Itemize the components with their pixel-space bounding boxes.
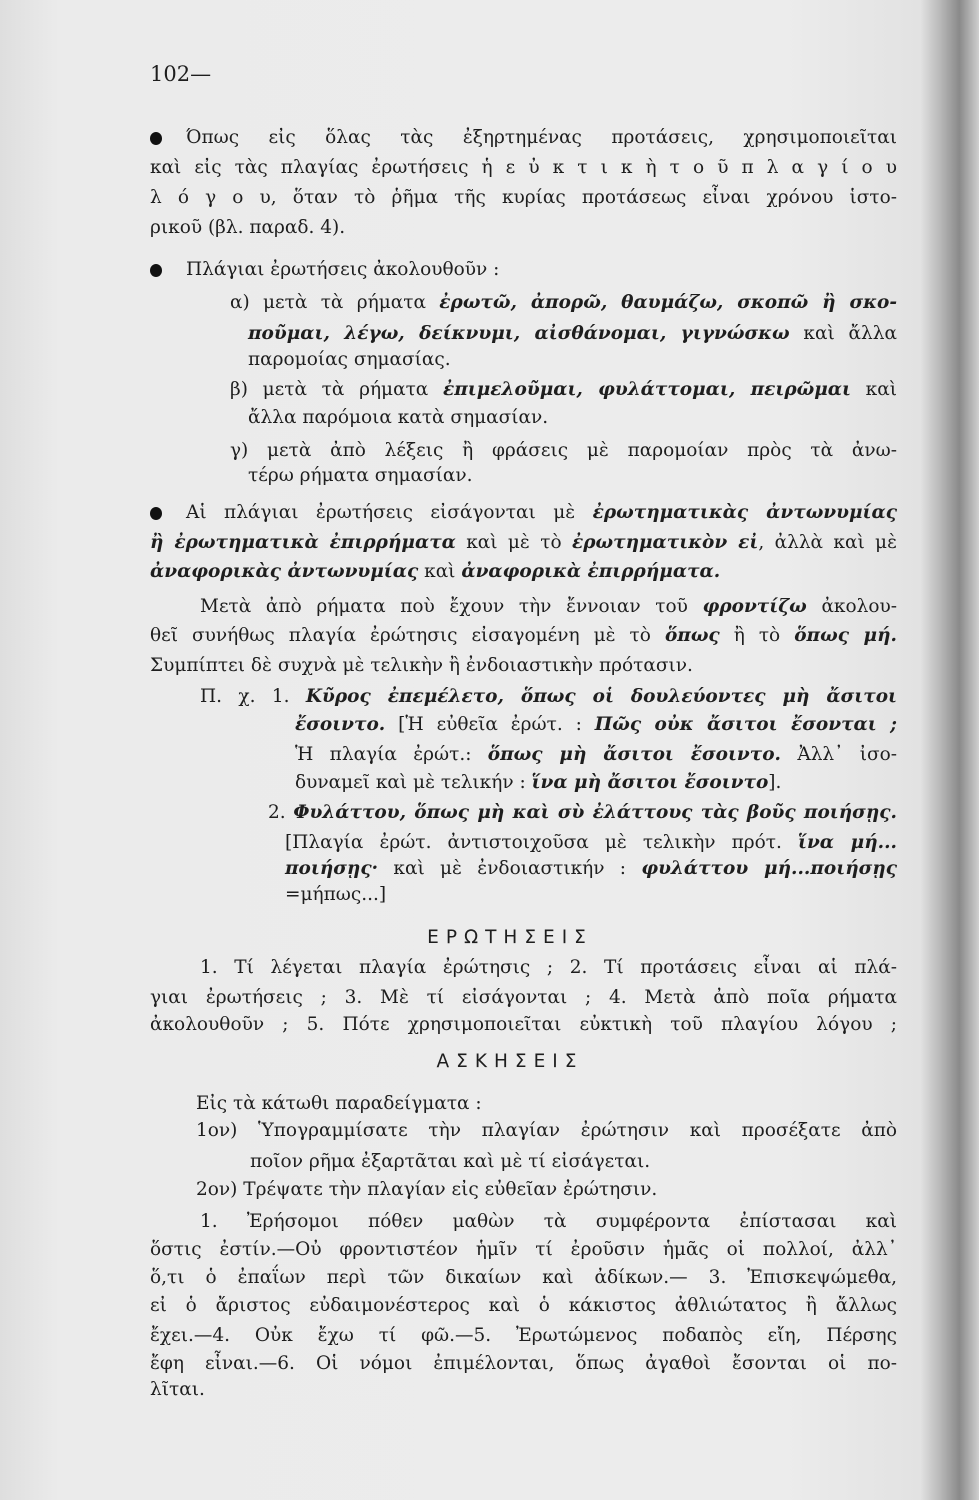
text-segment: ἔχει.—4. Οὐκ ἔχω τί φῶ.—5. Ἐρωτώμενος ποδαπὸς εἴη, Πέρσης — [150, 1325, 897, 1346]
text-line — [200, 685, 897, 709]
emphasized-text: φροντίζω — [702, 596, 807, 617]
text-line — [150, 560, 897, 584]
text-line — [150, 126, 897, 150]
text-segment: γ) μετὰ ἀπὸ λέξεις ἢ φράσεις μὲ παρομοίαν πρὸς τὰ ἀνω- — [230, 440, 897, 461]
emphasized-text: ὅπως μή. — [794, 625, 897, 646]
text-segment: ὅ,τι ὁ ἐπαΐων περὶ τῶν δικαίων καὶ ἀδίκων.— 3. Ἐπισκεψώμεθα, — [150, 1267, 897, 1288]
bullet-icon — [150, 132, 162, 145]
text-line — [196, 1178, 897, 1202]
text-segment: ἄλλα παρόμοια κατὰ σημασίαν. — [248, 407, 549, 428]
text-segment: καὶ μὲ ἐνδοιαστικήν : — [378, 858, 642, 879]
text-segment: καὶ — [418, 561, 462, 582]
text-line — [200, 956, 897, 980]
text-segment: Μετὰ ἀπὸ ρήματα ποὺ ἔχουν τὴν ἔννοιαν τοῦ — [200, 596, 703, 617]
text-segment: Π. χ. 1. — [200, 686, 306, 707]
text-line — [248, 464, 897, 488]
text-line — [150, 1352, 897, 1376]
text-line — [150, 986, 897, 1010]
section-heading — [150, 926, 870, 950]
text-segment: λῖται. — [150, 1379, 205, 1400]
text-line — [150, 531, 897, 555]
text-segment: ]. — [768, 772, 782, 793]
text-segment: 2ον) Τρέψατε τὴν πλαγίαν εἰς εὐθεῖαν ἐρώτησιν. — [196, 1179, 658, 1200]
emphasized-text: ποιήσῃς· — [285, 858, 379, 879]
text-segment: ἀκολουθοῦν ; 5. Πότε χρησιμοποιεῖται εὐκτικὴ τοῦ πλαγίου λόγου ; — [150, 1014, 897, 1035]
text-line — [150, 1378, 897, 1402]
emphasized-text: Φυλάττου, ὅπως μὴ καὶ σὺ ἐλάττους τὰς βοῦς ποιήσῃς. — [293, 802, 897, 823]
text-segment: ΑΣΚΗΣΕΙΣ — [436, 1051, 584, 1072]
text-line — [200, 595, 897, 619]
emphasized-text: ἀναφορικὰ ἐπιρρήματα. — [461, 561, 721, 582]
text-line — [295, 743, 897, 767]
text-segment: Πλάγιαι ἐρωτήσεις ἀκολουθοῦν : — [186, 259, 500, 280]
text-line — [150, 258, 897, 282]
text-segment: ποῖον ρῆμα ἐξαρτᾶται καὶ μὲ τί εἰσάγεται. — [250, 1151, 651, 1172]
text-line — [196, 1092, 897, 1116]
emphasized-text: ἢ ἐρωτηματικὰ ἐπιρρήματα — [150, 532, 456, 553]
text-segment: λ ό γ ο υ, ὅταν τὸ ῥῆμα τῆς κυρίας προτάσεως εἶναι χρόνου ἱστο- — [150, 187, 897, 208]
text-line — [150, 501, 897, 525]
text-segment: παρομοίας σημασίας. — [248, 349, 451, 370]
emphasized-text: ἵνα μὴ ἄσιτοι ἔσοιντο — [531, 772, 769, 793]
text-segment: 1ον) Ὑπογραμμίσατε τὴν πλαγίαν ἐρώτησιν καὶ προσέξατε ἀπὸ — [196, 1120, 897, 1141]
emphasized-text: ἵνα μή... — [798, 832, 897, 853]
text-segment: Αἱ πλάγιαι ἐρωτήσεις εἰσάγονται μὲ — [186, 502, 593, 523]
text-line — [230, 439, 897, 463]
emphasized-text: ἐπιμελοῦμαι, φυλάττομαι, πειρῶμαι — [443, 379, 851, 400]
text-line — [295, 713, 897, 737]
text-line — [200, 1210, 897, 1234]
text-line — [150, 1013, 897, 1037]
bullet-icon — [150, 507, 162, 520]
text-segment: καὶ — [850, 379, 897, 400]
emphasized-text: Πῶς οὐκ ἄσιτοι ἔσονται ; — [594, 714, 897, 735]
text-segment: ἢ τὸ — [719, 625, 795, 646]
text-segment: Συμπίπτει δὲ συχνὰ μὲ τελικὴν ἢ ἐνδοιαστικὴν πρότασιν. — [150, 655, 693, 676]
text-line — [150, 1294, 897, 1318]
emphasized-text: ὅπως — [664, 625, 720, 646]
emphasized-text: φυλάττου μή...ποιήσῃς — [641, 858, 898, 879]
bullet-icon — [150, 264, 162, 277]
emphasized-text: ἐρωτῶ, ἀπορῶ, θαυμάζω, σκοπῶ ἢ σκο- — [439, 292, 897, 313]
text-line — [150, 624, 897, 648]
text-segment: α) μετὰ τὰ ρήματα — [230, 292, 440, 313]
text-segment: θεῖ συνήθως πλαγία ἐρώτησις εἰσαγομένη μὲ τὸ — [150, 625, 665, 646]
text-segment: Ἡ πλαγία ἐρώτ.: — [295, 744, 488, 765]
text-line — [295, 771, 897, 795]
text-segment: [Πλαγία ἐρώτ. ἀντιστοιχοῦσα μὲ τελικὴν πρότ. — [285, 832, 799, 853]
text-line — [150, 156, 897, 180]
text-segment: [Ἡ εὐθεῖα ἐρώτ. : — [385, 714, 595, 735]
page-number: 102— — [150, 62, 212, 86]
text-segment: τέρω ρήματα σημασίαν. — [248, 465, 473, 486]
text-segment: εἰ ὁ ἄριστος εὐδαιμονέστερος καὶ ὁ κάκιστος ἀθλιώτατος ἢ ἄλλως — [150, 1295, 897, 1316]
text-line — [285, 883, 897, 907]
text-segment: Εἰς τὰ κάτωθι παραδείγματα : — [196, 1093, 482, 1114]
text-segment: ἀκολου- — [806, 596, 897, 617]
text-line — [248, 322, 897, 346]
text-segment: β) μετὰ τὰ ρήματα — [230, 379, 444, 400]
text-segment: =μήπως...] — [285, 884, 387, 905]
text-segment: Όπως εἰς ὅλας τὰς ἐξηρτημένας προτάσεις, χρησιμοποιεῖται — [186, 127, 897, 148]
section-heading — [150, 1050, 870, 1074]
text-line — [150, 186, 897, 210]
text-line — [150, 1238, 897, 1262]
emphasized-text: Κῦρος ἐπεμέλετο, ὅπως οἱ δουλεύοντες μὴ ἄσιτοι — [305, 686, 897, 707]
text-segment: 2. — [268, 802, 294, 823]
text-line — [268, 801, 897, 825]
emphasized-text: ἀναφορικὰς ἀντωνυμίας — [150, 561, 419, 582]
emphasized-text: ὅπως μὴ ἄσιτοι ἔσοιντο. — [487, 744, 781, 765]
text-segment: γιαι ἐρωτήσεις ; 3. Μὲ τί εἰσάγονται ; 4. Μετὰ ἀπὸ ποῖα ρήματα — [150, 987, 897, 1008]
text-line — [150, 1324, 897, 1348]
emphasized-text: ποῦμαι, λέγω, δείκνυμι, αἰσθάνομαι, γιγνώσκω — [248, 323, 790, 344]
text-segment: καὶ ἄλλα — [789, 323, 897, 344]
text-segment: ΕΡΩΤΗΣΕΙΣ — [427, 927, 593, 948]
text-line — [248, 348, 897, 372]
emphasized-text: ἐρωτηματικὸν εἰ — [571, 532, 759, 553]
text-segment: ἔφη εἶναι.—6. Οἱ νόμοι ἐπιμέλονται, ὅπως ἀγαθοὶ ἔσονται οἱ πο- — [150, 1353, 897, 1374]
text-line — [248, 406, 897, 430]
text-line — [150, 654, 897, 678]
text-line — [285, 857, 897, 881]
emphasized-text: ἔσοιντο. — [295, 714, 386, 735]
text-line — [285, 831, 897, 855]
text-line — [196, 1119, 897, 1143]
text-segment: Ἀλλ᾽ ἰσο- — [781, 744, 897, 765]
text-segment: ὅστις ἐστίν.—Οὐ φροντιστέον ἡμῖν τί ἐροῦσιν ἡμᾶς οἱ πολλοί, ἀλλ᾽ — [150, 1239, 897, 1260]
text-segment: δυναμεῖ καὶ μὲ τελικήν : — [295, 772, 532, 793]
text-line — [250, 1150, 897, 1174]
text-line — [230, 378, 897, 402]
text-segment: 1. Ἐρήσομοι πόθεν μαθὼν τὰ συμφέροντα ἐπίστασαι καὶ — [200, 1211, 897, 1232]
text-segment: καὶ εἰς τὰς πλαγίας ἐρωτήσεις ἡ ε ὐ κ τ ι κ ὴ τ ο ῦ π λ α γ ί ο υ — [150, 157, 897, 178]
text-segment: 1. Τί λέγεται πλαγία ἐρώτησις ; 2. Τί προτάσεις εἶναι αἱ πλά- — [200, 957, 897, 978]
text-segment: καὶ μὲ τὸ — [455, 532, 572, 553]
emphasized-text: ἐρωτηματικὰς ἀντωνυμίας — [592, 502, 897, 523]
text-segment: ρικοῦ (βλ. παραδ. 4). — [150, 217, 346, 238]
text-line — [150, 216, 897, 240]
text-line — [230, 291, 897, 315]
text-segment: , ἀλλὰ καὶ μὲ — [758, 532, 898, 553]
text-line — [150, 1266, 897, 1290]
